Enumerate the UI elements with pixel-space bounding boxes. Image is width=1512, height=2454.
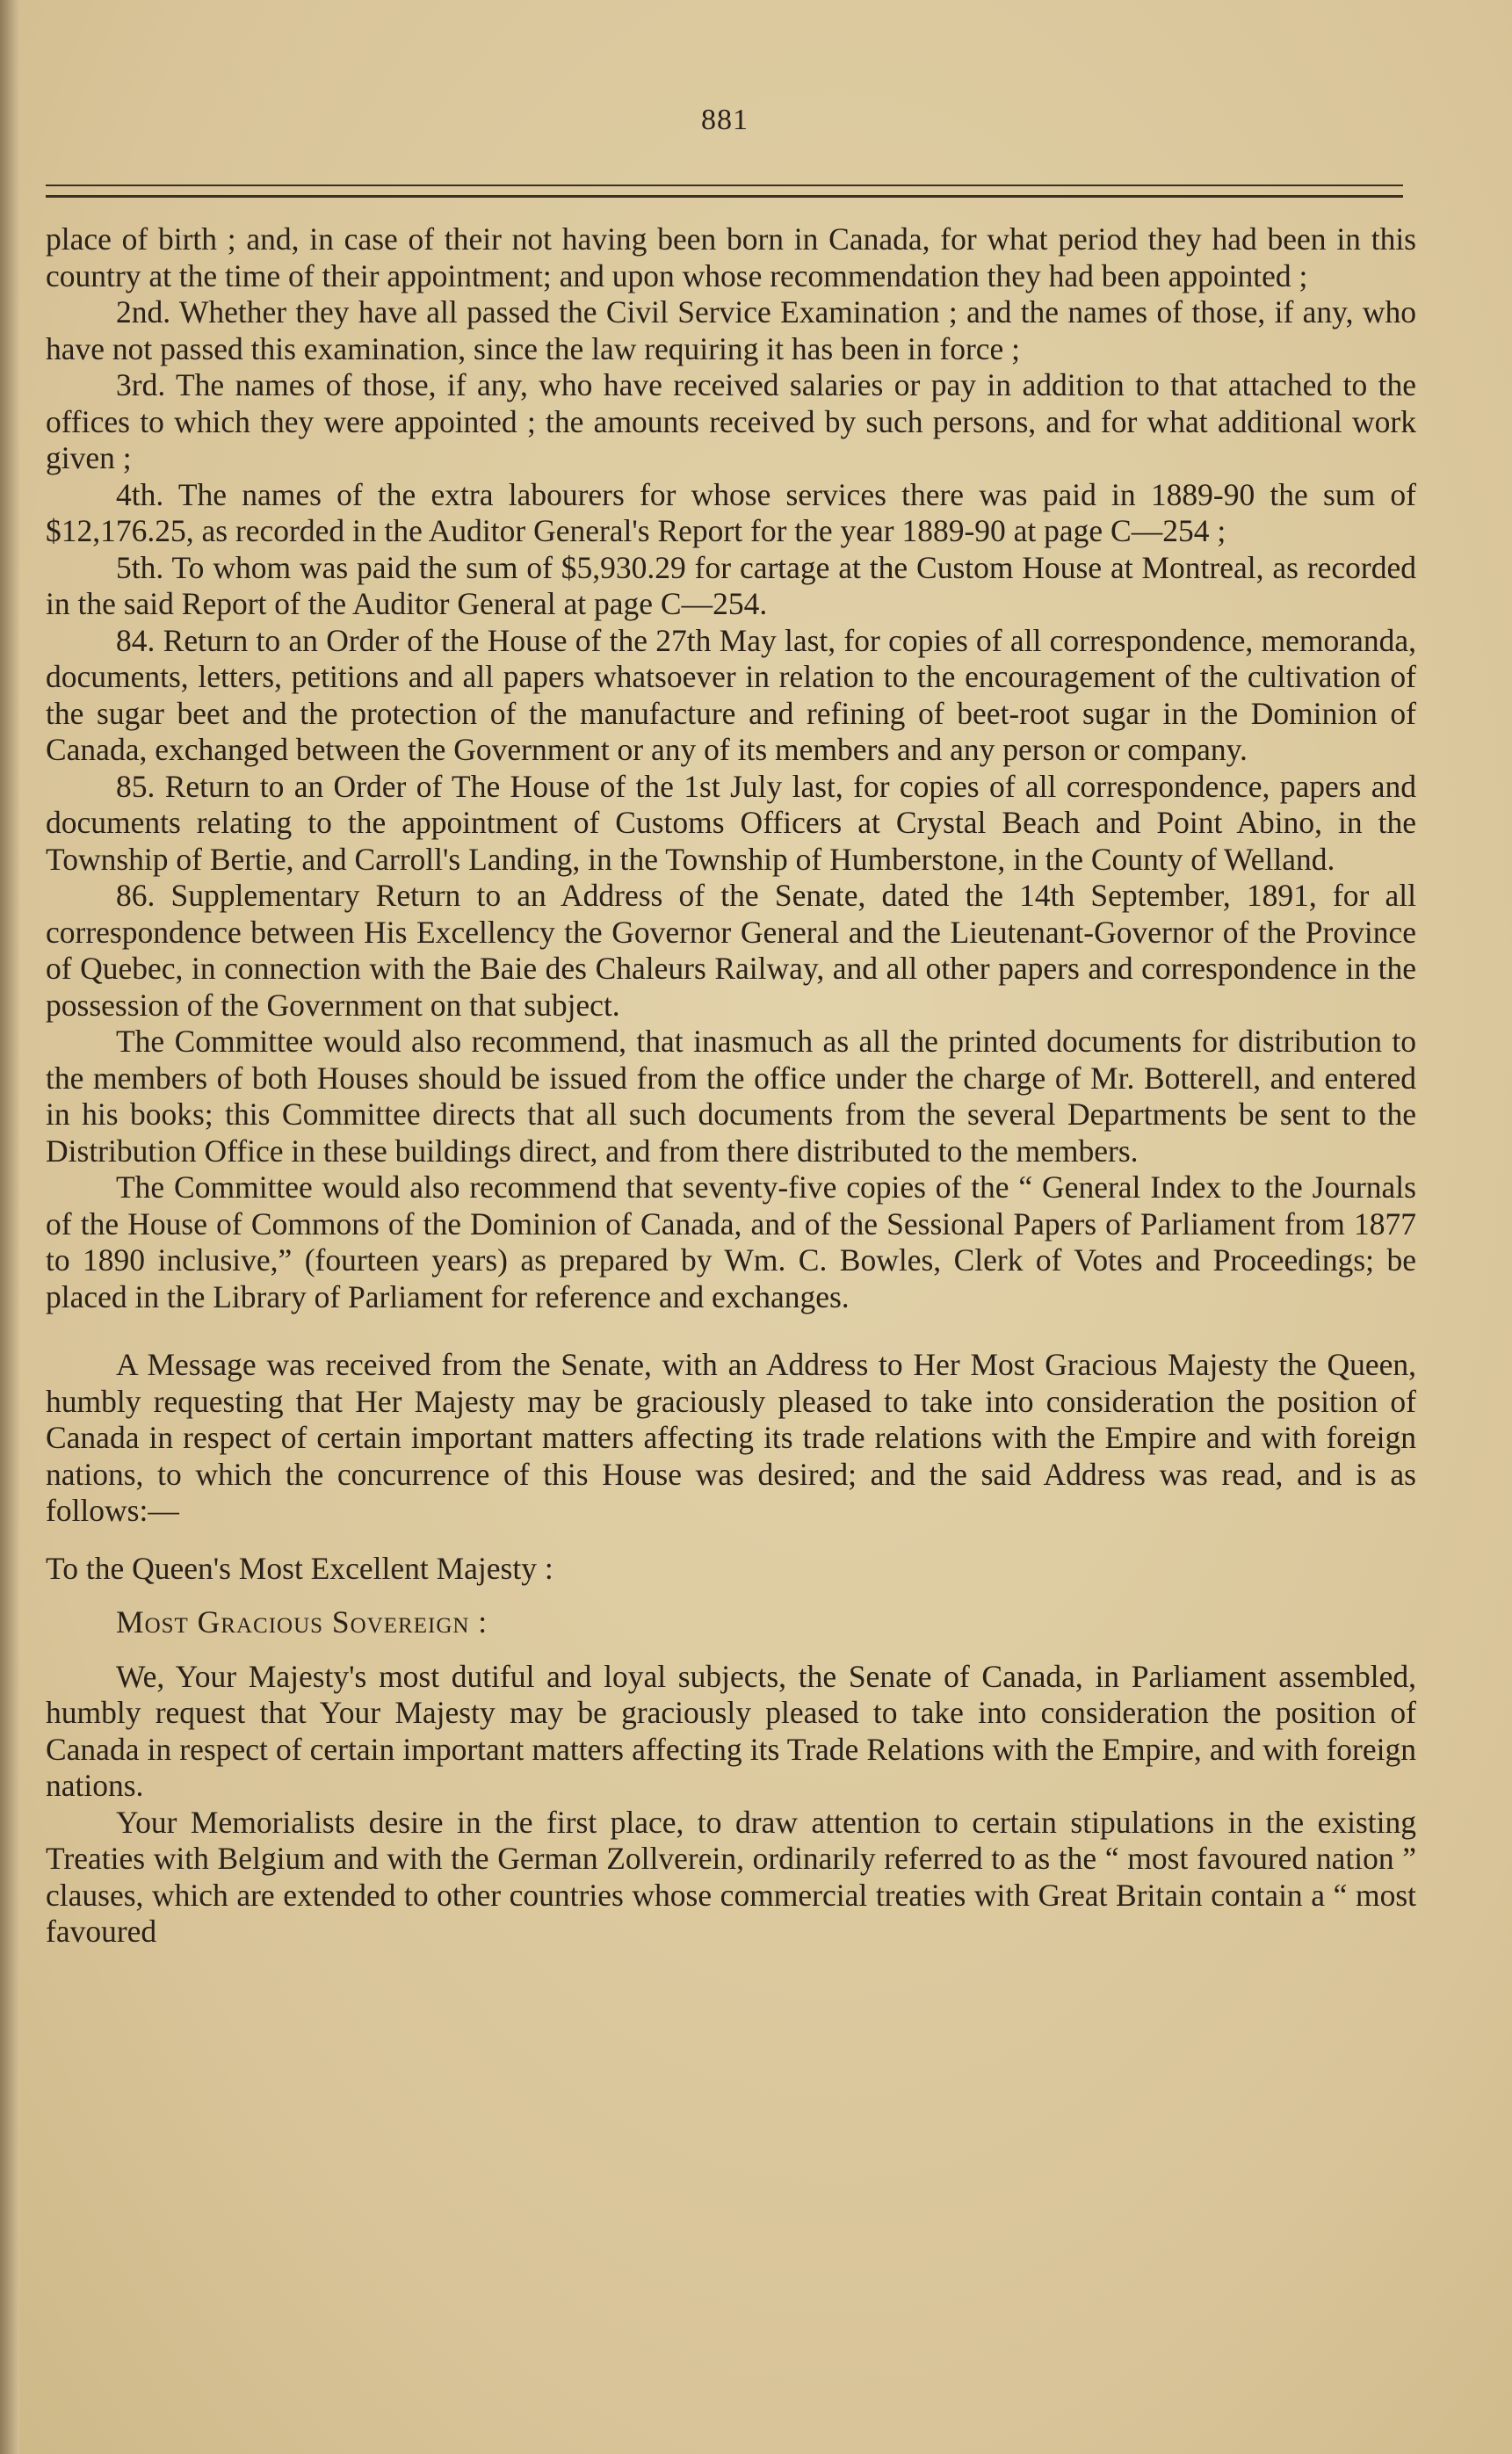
paragraph-senate-message: A Message was received from the Senate, with an Address to Her Most Gracious Majesty the Queen, humbly requesting that Her Majesty may be graciously pleased to take into consideration the position of Canada in respect of certain important matters affecting its trade relations with the Empire and with foreign nations, to which the concurrence of this House was desired; and the said Address was read, and is as follows:— [46, 1347, 1416, 1528]
header-rule-bottom [46, 195, 1403, 198]
page-number: 881 [701, 104, 749, 136]
paragraph-2nd: 2nd. Whether they have all passed the Civil Service Examination ; and the names of those, if any, who have not passed this examination, since the law requiring it has been in force ; [46, 294, 1416, 366]
paragraph-item-84: 84. Return to an Order of the House of the 27th May last, for copies of all correspondence, memoranda, documents, letters, petitions and all papers whatsoever in relation to the encouragement of the cultivation of the sugar beet and the protection of the manufacture and refining of beet-root sugar in the Dominion of Canada, exchanged between the Government or any of its members and any person or company. [46, 622, 1416, 767]
paragraph-item-85: 85. Return to an Order of The House of the 1st July last, for copies of all correspondence, papers and documents relating to the appointment of Customs Officers at Crystal Beach and Point Abino, in the Township of Bertie, and Carroll's Landing, in the Township of Humberstone, in the County of Welland. [46, 768, 1416, 877]
header-rule-top [46, 185, 1403, 186]
section-gap [46, 1530, 1416, 1551]
book-spine-edge [0, 0, 19, 2454]
paragraph-committee-index: The Committee would also recommend that seventy-five copies of the “ General Index to the Journals of the House of Commons of the Dominion of Canada, and of the Sessional Papers of Parliament from 1877 to 1890 inclusive,” (fourteen years) as prepared by Wm. C. Bowles, Clerk of Votes and Proceedings; be placed in the Library of Parliament for reference and exchanges. [46, 1169, 1416, 1314]
paragraph-5th: 5th. To whom was paid the sum of $5,930.29 for cartage at the Custom House at Montreal, as recorded in the said Report of the Auditor General at page C—254. [46, 549, 1416, 621]
paragraph-3rd: 3rd. The names of those, if any, who have received salaries or pay in addition to that attached to the offices to which they were appointed ; the amounts received by such persons, and for what additional work given ; [46, 367, 1416, 475]
address-salutation: Most Gracious Sovereign : [116, 1604, 488, 1640]
paragraph-committee-distribution: The Committee would also recommend, that inasmuch as all the printed documents for distribution to the members of both Houses should be issued from the office under the charge of Mr. Botterell, and entered in his books; this Committee directs that all such documents from the several Departments be sent to the Distribution Office in these buildings direct, and from there distributed to the members. [46, 1024, 1416, 1169]
address-heading: To the Queen's Most Excellent Majesty : [46, 1550, 553, 1586]
paragraph-address-request: We, Your Majesty's most dutiful and loyal subjects, the Senate of Canada, in Parliament assembled, humbly request that Your Majesty may be graciously pleased to take into consideration the position of Canada in respect of certain important matters affecting its Trade Relations with the Empire, and with foreign nations. [46, 1658, 1416, 1803]
section-gap [46, 1641, 1416, 1659]
paragraph-continuation: place of birth ; and, in case of their not having been born in Canada, for what period they had been in this country at the time of their appointment; and upon whose recommendation they had been appointed ; [46, 221, 1416, 293]
paragraph-4th: 4th. The names of the extra labourers for whose services there was paid in 1889-90 the sum of $12,176.25, as recorded in the Auditor General's Report for the year 1889-90 at page C—254 ; [46, 476, 1416, 548]
paragraph-memorialists: Your Memorialists desire in the first place, to draw attention to certain stipulations in the existing Treaties with Belgium and with the German Zollverein, ordinarily referred to as the “ most favoured nation ” clauses, which are extended to other countries whose commercial treaties with Great Britain contain a “ most favoured [46, 1804, 1416, 1949]
paragraph-item-86: 86. Supplementary Return to an Address of the Senate, dated the 14th September, 1891, for all correspondence between His Excellency the Governor General and the Lieutenant-Governor of the Province of Quebec, in connection with the Baie des Chaleurs Railway, and all other papers and correspondence in the possession of the Government on that subject. [46, 878, 1416, 1023]
section-gap [46, 1587, 1416, 1604]
section-gap [46, 1315, 1416, 1347]
body-text [46, 221, 1416, 1951]
